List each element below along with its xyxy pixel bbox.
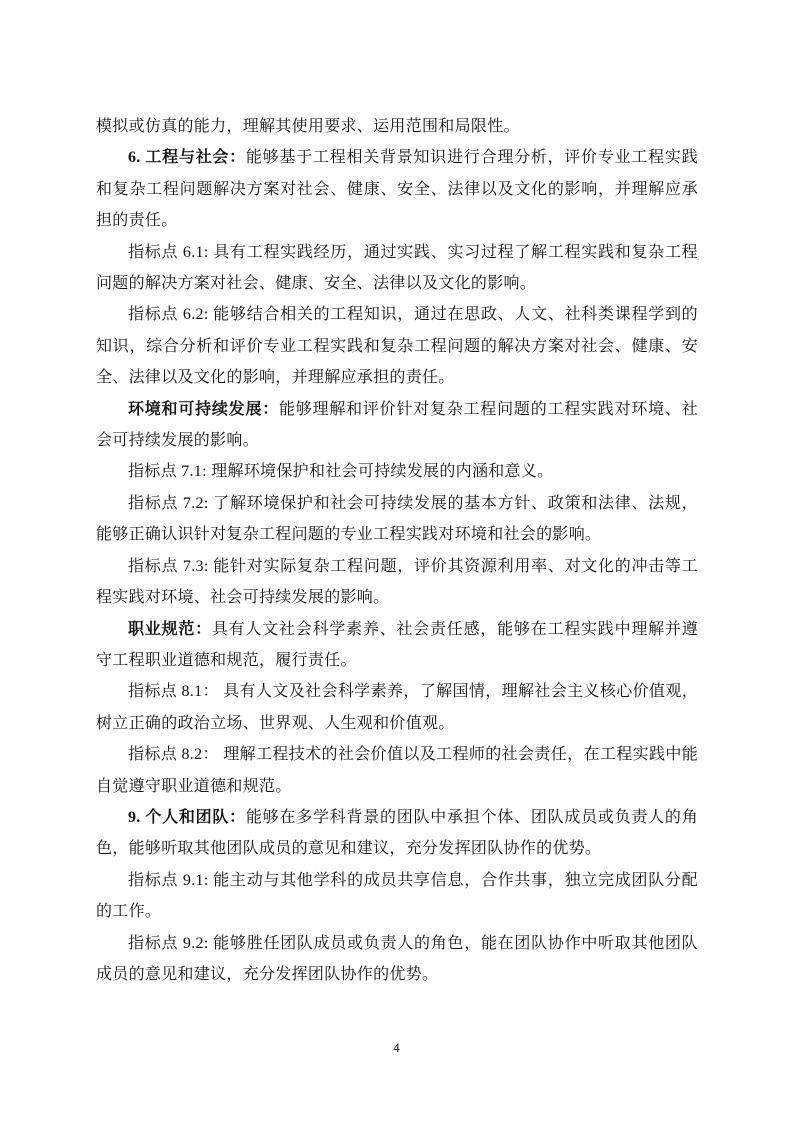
para-8-text: 具有人文社会科学素养、社会责任感，能够在工程实践中理解并遵守工程职业道德和规范，履行责任。: [96, 620, 698, 669]
section-heading-environment-sustainable-development: 环境和可持续发展：: [128, 400, 280, 418]
page-number: 4: [393, 1040, 400, 1055]
para-indicator-9-1: [96, 865, 698, 928]
para-indicator-9-2: [96, 928, 698, 991]
para-2-text: 指标点 6.1: 具有工程实践经历，通过实践、实习过程了解工程实践和复杂工程问题的解决方案对社会、健康、安全、法律以及文化的影响。: [96, 243, 698, 293]
section-heading-engineering-and-society: 6. 工程与社会：: [128, 149, 246, 167]
page-footer: [0, 1038, 793, 1058]
para-indicator-7-3: [96, 551, 698, 614]
para-indicator-6-2: [96, 299, 698, 393]
para-4-text: 能够理解和评价针对复杂工程问题的工程实践对环境、社会可持续发展的影响。: [96, 400, 698, 450]
para-10-text: 指标点 8.2： 理解工程技术的社会价值以及工程师的社会责任，在工程实践中能自觉遵守职业道德和规范。: [96, 746, 698, 795]
para-indicator-8-2: [96, 739, 698, 802]
para-6-text: 指标点 7.2: 了解环境保护和社会可持续发展的基本方针、政策和法律、法规，能够正确认识针对复杂工程问题的专业工程实践对环境和社会的影响。: [96, 494, 698, 544]
para-3-text: 指标点 6.2: 能够结合相关的工程知识，通过在思政、人文、社科类课程学到的知识，综合分析和评价专业工程实践和复杂工程问题的解决方案对社会、健康、安全、法律以及文化的影响，并理解应承担的责任。: [96, 306, 698, 387]
para-professional-norms: [96, 614, 698, 677]
para-7-text: 指标点 7.3: 能针对实际复杂工程问题，评价其资源利用率、对文化的冲击等工程实践对环境、社会可持续发展的影响。: [96, 557, 698, 607]
para-5-text: 指标点 7.1: 理解环境保护和社会可持续发展的内涵和意义。: [128, 463, 554, 481]
para-environment-sustainable-development: [96, 394, 698, 457]
para-indicator-6-1: [96, 237, 698, 300]
section-heading-individual-and-team: 9. 个人和团队：: [128, 808, 246, 826]
document-body: [96, 111, 698, 990]
para-0-text: 模拟或仿真的能力，理解其使用要求、运用范围和局限性。: [96, 118, 520, 135]
para-9-text: 指标点 8.1： 具有人文及社会科学素养，了解国情，理解社会主义核心价值观，树立正确的政治立场、世界观、人生观和价值观。: [96, 683, 698, 732]
para-indicator-7-1: [96, 456, 698, 487]
para-continued-from-previous-page: [96, 111, 698, 142]
para-12-text: 指标点 9.1: 能主动与其他学科的成员共享信息，合作共事，独立完成团队分配的工作。: [96, 871, 698, 921]
para-individual-and-team: [96, 802, 698, 865]
para-engineering-and-society: [96, 142, 698, 236]
para-indicator-7-2: [96, 488, 698, 551]
para-1-text: 能够基于工程相关背景知识进行合理分析，评价专业工程实践和复杂工程问题解决方案对社会、健康、安全、法律以及文化的影响，并理解应承担的责任。: [96, 149, 698, 230]
section-heading-professional-norms: 职业规范：: [128, 620, 212, 638]
para-13-text: 指标点 9.2: 能够胜任团队成员或负责人的角色，能在团队协作中听取其他团队成员的意见和建议，充分发挥团队协作的优势。: [96, 934, 698, 983]
para-11-text: 能够在多学科背景的团队中承担个体、团队成员或负责人的角色，能够听取其他团队成员的意见和建议，充分发挥团队协作的优势。: [96, 808, 698, 858]
para-indicator-8-1: [96, 676, 698, 739]
